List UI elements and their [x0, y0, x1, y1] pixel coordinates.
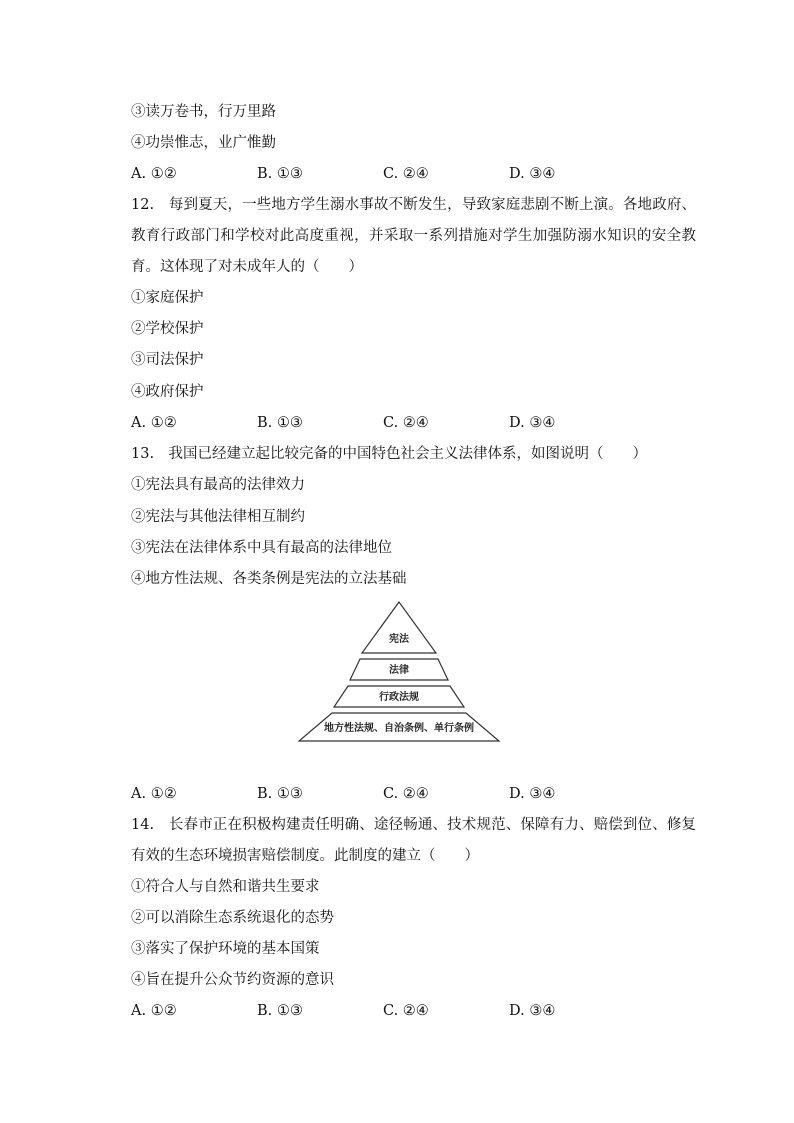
q11-option-b[interactable]: B. ①③ — [257, 166, 303, 182]
q13-option-d[interactable]: D. ③④ — [509, 786, 556, 802]
pyramid-label-admin-regulations: 行政法规 — [379, 692, 419, 703]
q12-option-d[interactable]: D. ③④ — [509, 415, 556, 431]
q12-item-1: ①家庭保护 — [131, 290, 204, 306]
pyramid-label-local-regulations: 地方性法规、自治条例、单行条例 — [324, 723, 474, 734]
q14-option-a[interactable]: A. ①② — [131, 1003, 177, 1019]
q13-option-c[interactable]: C. ②④ — [383, 786, 429, 802]
q12-option-b[interactable]: B. ①③ — [257, 415, 303, 431]
q13-option-b[interactable]: B. ①③ — [257, 786, 303, 802]
q12-item-4: ④政府保护 — [131, 384, 204, 400]
q13-item-3: ③宪法在法律体系中具有最高的法律地位 — [131, 540, 392, 556]
q13-stem: 13. 我国已经建立起比较完备的中国特色社会主义法律体系，如图说明（ ） — [131, 446, 648, 462]
q14-options — [131, 1001, 691, 1021]
q12-options — [131, 413, 691, 433]
q12-option-a[interactable]: A. ①② — [131, 415, 177, 431]
q11-item-4: ④功崇惟志，业广惟勤 — [131, 135, 276, 151]
q14-option-b[interactable]: B. ①③ — [257, 1003, 303, 1019]
q11-options — [131, 164, 691, 184]
q11-item-3: ③读万卷书，行万里路 — [131, 104, 276, 120]
q14-item-3: ③落实了保护环境的基本国策 — [131, 941, 320, 957]
q13-options — [131, 784, 691, 804]
q14-option-c[interactable]: C. ②④ — [383, 1003, 429, 1019]
q12-option-c[interactable]: C. ②④ — [383, 415, 429, 431]
q13-option-a[interactable]: A. ①② — [131, 786, 177, 802]
q11-option-d[interactable]: D. ③④ — [509, 166, 556, 182]
pyramid-tier-constitution — [362, 602, 436, 653]
pyramid-label-constitution: 宪法 — [389, 634, 409, 645]
q14-item-4: ④旨在提升公众节约资源的意识 — [131, 972, 334, 988]
q14-item-2: ②可以消除生态系统退化的态势 — [131, 910, 334, 926]
q13-item-4: ④地方性法规、各类条例是宪法的立法基础 — [131, 571, 407, 587]
q14-stem: 14. 长春市正在积极构建责任明确、途径畅通、技术规范、保障有力、赔偿到位、修复有效的生态环境损害赔偿制度。此制度的建立（ ） — [131, 817, 696, 864]
q11-option-c[interactable]: C. ②④ — [383, 166, 429, 182]
q14-item-1: ①符合人与自然和谐共生要求 — [131, 879, 320, 895]
q14-option-d[interactable]: D. ③④ — [509, 1003, 556, 1019]
q13-item-2: ②宪法与其他法律相互制约 — [131, 509, 305, 525]
q12-stem: 12. 每到夏天，一些地方学生溺水事故不断发生，导致家庭悲剧不断上演。各地政府、教育行政部门和学校对此高度重视，并采取一系列措施对学生加强防溺水知识的安全教育。这体现了对未成年人的（ ） — [131, 197, 696, 275]
law-hierarchy-pyramid — [296, 600, 502, 745]
q12-item-3: ③司法保护 — [131, 352, 204, 368]
q13-item-1: ①宪法具有最高的法律效力 — [131, 477, 305, 493]
q11-option-a[interactable]: A. ①② — [131, 166, 177, 182]
q12-item-2: ②学校保护 — [131, 321, 204, 337]
pyramid-label-law: 法律 — [389, 665, 409, 676]
